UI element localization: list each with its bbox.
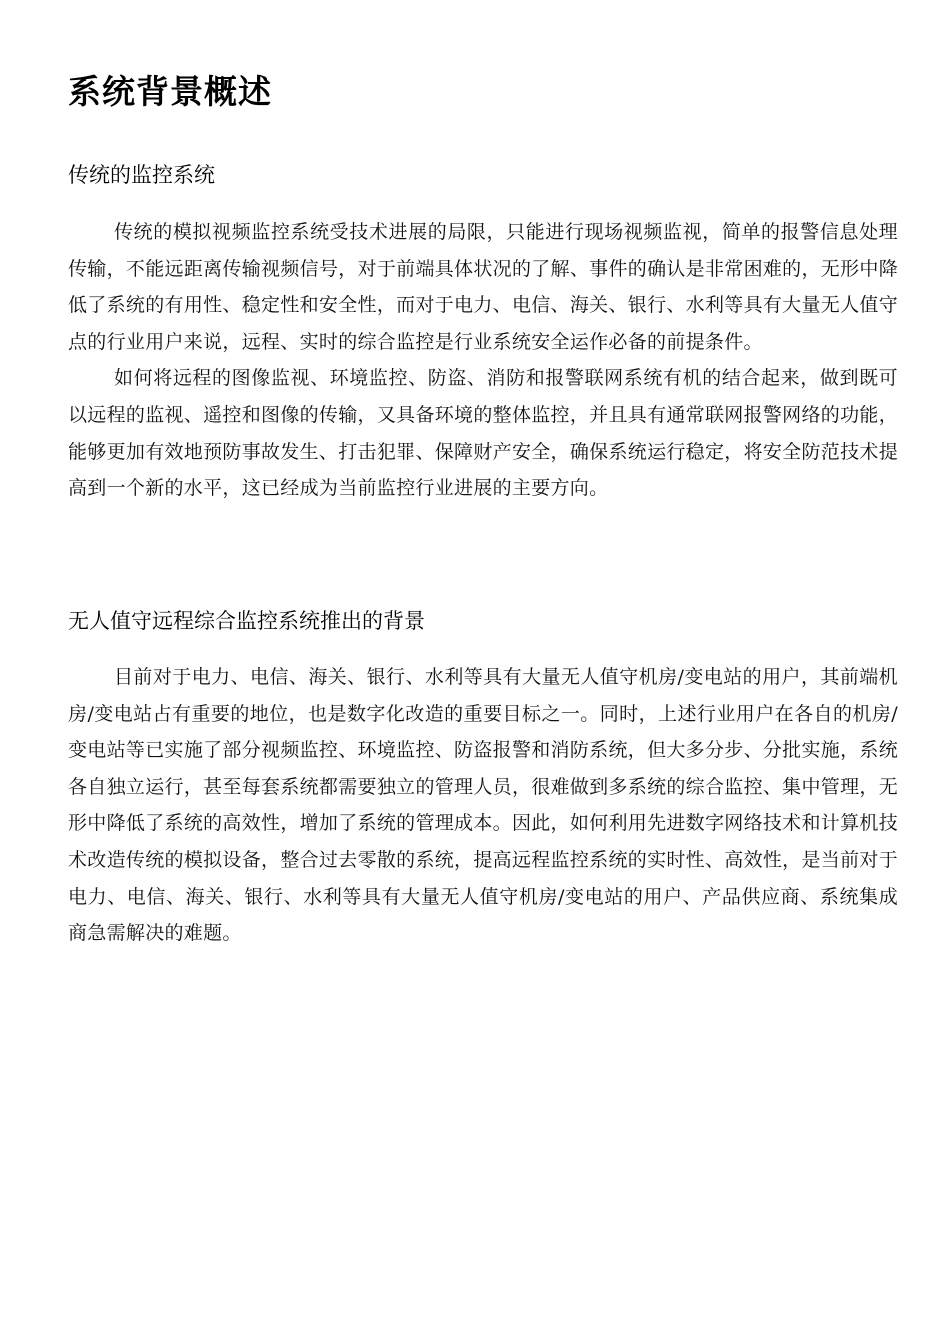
- section-heading-traditional-monitoring: 传统的监控系统: [68, 163, 215, 187]
- paragraph: 如何将远程的图像监视、环境监控、防盗、消防和报警联网系统有机的结合起来，做到既可以远程的监视、遥控和图像的传输，又具备环境的整体监控，并且具有通常联网报警网络的功能，能够更加有效地预防事故发生、打击犯罪、保障财产安全，确保系统运行稳定，将安全防范技术提高到一个新的水平，这已经成为当前监控行业进展的主要方向。: [68, 367, 898, 500]
- paragraph: 目前对于电力、电信、海关、银行、水利等具有大量无人值守机房/变电站的用户，其前端机房/变电站占有重要的地位，也是数字化改造的重要目标之一。同时，上述行业用户在各自的机房/变电站等已实施了部分视频监控、环境监控、防盗报警和消防系统，但大多分步、分批实施，系统各自独立运行，甚至每套系统都需要独立的管理人员，很难做到多系统的综合监控、集中管理，无形中降低了系统的高效性，增加了系统的管理成本。因此，如何利用先进数字网络技术和计算机技术改造传统的模拟设备，整合过去零散的系统，提高远程监控系统的实时性、高效性，是当前对于电力、电信、海关、银行、水利等具有大量无人值守机房/变电站的用户、产品供应商、系统集成商急需解决的难题。: [68, 666, 898, 945]
- page-title: 系统背景概述: [68, 72, 272, 111]
- paragraph: 传统的模拟视频监控系统受技术进展的局限，只能进行现场视频监视，简单的报警信息处理传输，不能远距离传输视频信号，对于前端具体状况的了解、事件的确认是非常困难的，无形中降低了系统的有用性、稳定性和安全性，而对于电力、电信、海关、银行、水利等具有大量无人值守点的行业用户来说，远程、实时的综合监控是行业系统安全运作必备的前提条件。: [68, 221, 898, 353]
- section-heading-unattended-remote-monitoring: 无人值守远程综合监控系统推出的背景: [68, 609, 425, 633]
- section-body-unattended-remote-monitoring: [68, 659, 898, 952]
- section-body-traditional-monitoring: [68, 214, 898, 507]
